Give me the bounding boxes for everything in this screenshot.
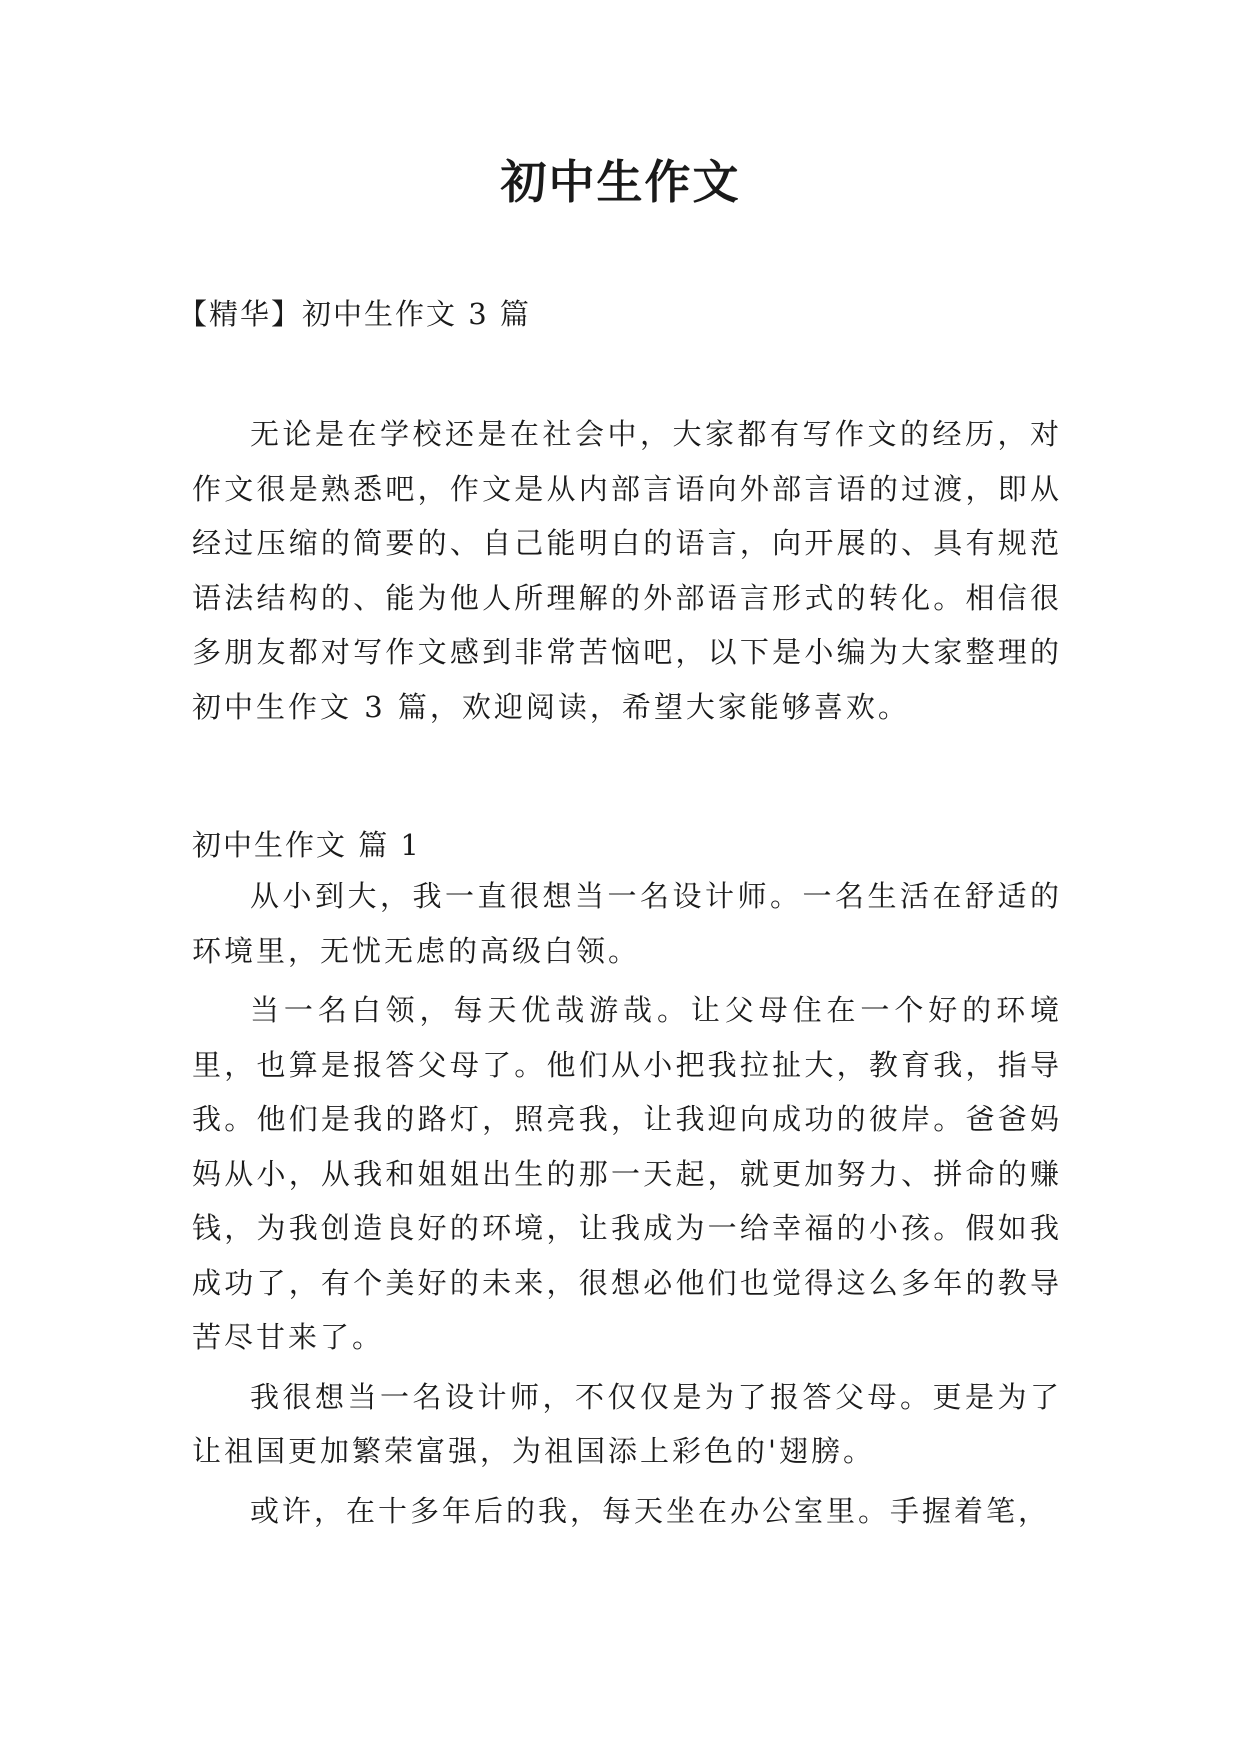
section-heading: 初中生作文 篇 1 [192,828,421,862]
essay-paragraph: 从小到大，我一直很想当一名设计师。一名生活在舒适的环境里，无忧无虑的高级白领。 [192,879,1062,968]
document-title: 初中生作文 [500,155,741,209]
essay-paragraph: 当一名白领，每天优哉游哉。让父母住在一个好的环境里，也算是报答父母了。他们从小把我拉扯大，教育我，指导我。他们是我的路灯，照亮我，让我迎向成功的彼岸。爸爸妈妈从小，从我和姐姐出生的那一天起，就更加努力、拼命的赚钱，为我创造良好的环境，让我成为一给幸福的小孩。假如我成功了，有个美好的未来，很想必他们也觉得这么多年的教导苦尽甘来了。 [192,993,1062,1354]
essay-paragraph: 或许，在十多年后的我，每天坐在办公室里。手握着笔， [250,1493,1051,1528]
essay-paragraph: 我很想当一名设计师，不仅仅是为了报答父母。更是为了让祖国更加繁荣富强，为祖国添上彩色的'翅膀。 [192,1379,1062,1468]
essay-body [192,869,1062,1543]
intro-paragraph: 无论是在学校还是在社会中，大家都有写作文的经历，对作文很是熟悉吧，作文是从内部言语向外部言语的过渡，即从经过压缩的简要的、自己能明白的语言，向开展的、具有规范语法结构的、能为他人所理解的外部语言形式的转化。相信很多朋友都对写作文感到非常苦恼吧，以下是小编为大家整理的初中生作文 3 篇，欢迎阅读，希望大家能够喜欢。 [192,417,1062,724]
intro-section [192,407,1062,734]
document-subtitle: 【精华】初中生作文 3 篇 [178,297,531,331]
